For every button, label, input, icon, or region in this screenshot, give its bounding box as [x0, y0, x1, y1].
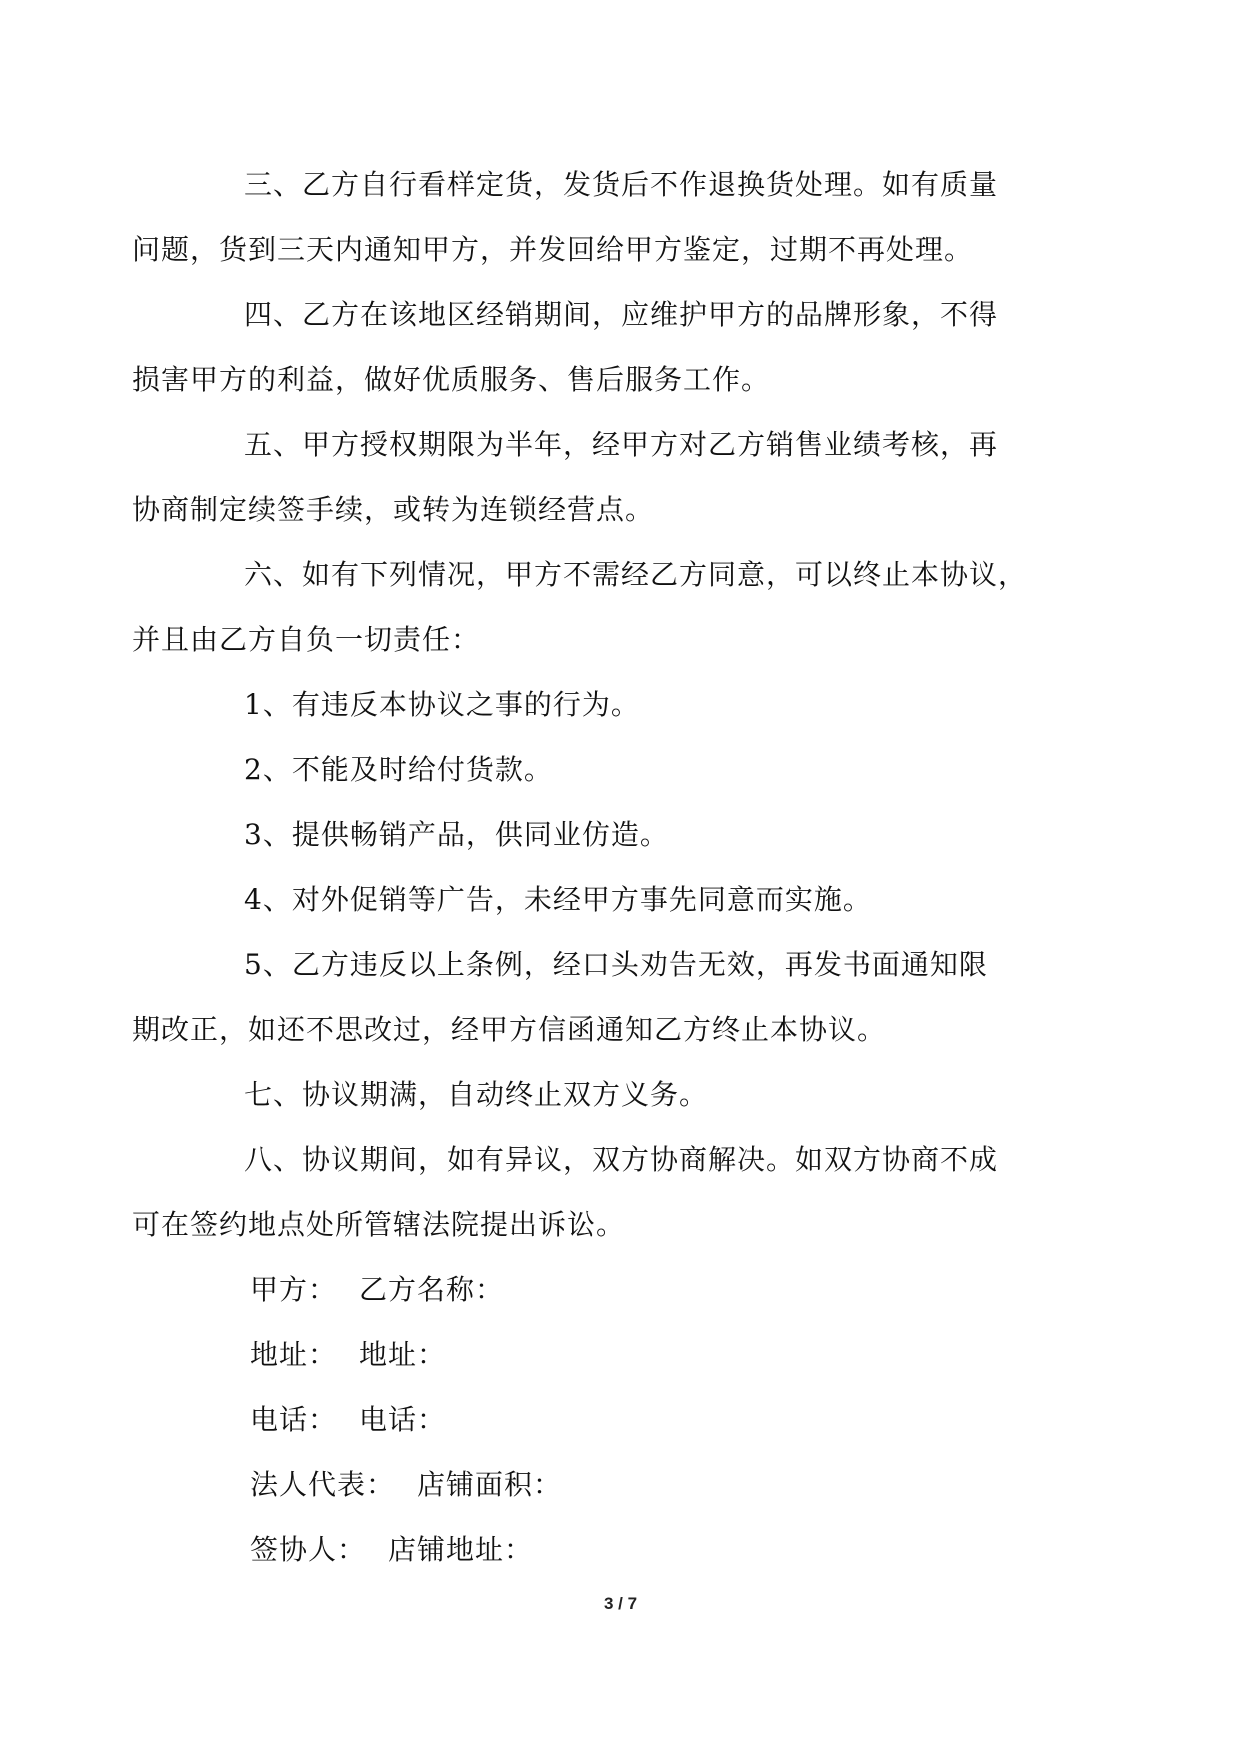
- clause-6: [132, 542, 1088, 672]
- signature-block: [188, 1257, 1088, 1582]
- party-b-name-label: 乙方名称：: [359, 1273, 505, 1306]
- store-area-label: 店铺面积：: [417, 1468, 563, 1501]
- clause-5-line-2: 协商制定续签手续，或转为连锁经营点。: [132, 493, 655, 526]
- clause-7-text: 七、协议期满，自动终止双方义务。: [244, 1078, 709, 1111]
- clause-5-line-1: 五、甲方授权期限为半年，经甲方对乙方销售业绩考核，再: [244, 428, 999, 461]
- signature-row-signer: [188, 1517, 1088, 1582]
- sub-item-4-text: 4、对外促销等广告，未经甲方事先同意而实施。: [244, 883, 872, 916]
- sub-item-4: [188, 867, 1088, 932]
- party-a-phone-label: 电话：: [250, 1403, 338, 1436]
- clause-4-line-2: 损害甲方的利益，做好优质服务、售后服务工作。: [132, 363, 771, 396]
- signature-row-phone: [188, 1387, 1088, 1452]
- clause-3: [132, 152, 1088, 282]
- party-b-address-label: 地址：: [359, 1338, 447, 1371]
- sub-item-5-line-1: 5、乙方违反以上条例，经口头劝告无效，再发书面通知限: [244, 948, 988, 981]
- clause-8-line-2: 可在签约地点处所管辖法院提出诉讼。: [132, 1208, 626, 1241]
- party-a-label: 甲方：: [250, 1273, 338, 1306]
- clause-4-line-1: 四、乙方在该地区经销期间，应维护甲方的品牌形象，不得: [244, 298, 999, 331]
- party-a-address-label: 地址：: [250, 1338, 338, 1371]
- sub-item-3: [188, 802, 1088, 867]
- clause-4: [132, 282, 1088, 412]
- clause-8-line-1: 八、协议期间，如有异议，双方协商解决。如双方协商不成: [244, 1143, 999, 1176]
- clause-3-line-2: 问题，货到三天内通知甲方，并发回给甲方鉴定，过期不再处理。: [132, 233, 974, 266]
- signature-row-party: [188, 1257, 1088, 1322]
- clause-6-line-1: 六、如有下列情况，甲方不需经乙方同意，可以终止本协议，: [244, 558, 1028, 591]
- clause-8: [132, 1127, 1088, 1257]
- store-address-label: 店铺地址：: [388, 1533, 534, 1566]
- co-signer-label: 签协人：: [250, 1533, 367, 1566]
- sub-item-2-text: 2、不能及时给付货款。: [244, 753, 553, 786]
- sub-item-3-text: 3、提供畅销产品，供同业仿造。: [244, 818, 669, 851]
- legal-representative-label: 法人代表：: [250, 1468, 396, 1501]
- clause-7: [188, 1062, 1088, 1127]
- clause-6-line-2: 并且由乙方自负一切责任：: [132, 623, 481, 656]
- sub-item-2: [188, 737, 1088, 802]
- sub-item-5-line-2: 期改正，如还不思改过，经甲方信函通知乙方终止本协议。: [132, 1013, 887, 1046]
- signature-row-representative: [188, 1452, 1088, 1517]
- signature-row-address: [188, 1322, 1088, 1387]
- page-number: 3 / 7: [603, 1594, 638, 1613]
- sub-item-1-text: 1、有违反本协议之事的行为。: [244, 688, 640, 721]
- clause-3-line-1: 三、乙方自行看样定货，发货后不作退换货处理。如有质量: [244, 168, 999, 201]
- party-b-phone-label: 电话：: [359, 1403, 447, 1436]
- agreement-body: [132, 152, 1088, 1582]
- sub-item-1: [188, 672, 1088, 737]
- sub-item-5: [132, 932, 1088, 1062]
- clause-5: [132, 412, 1088, 542]
